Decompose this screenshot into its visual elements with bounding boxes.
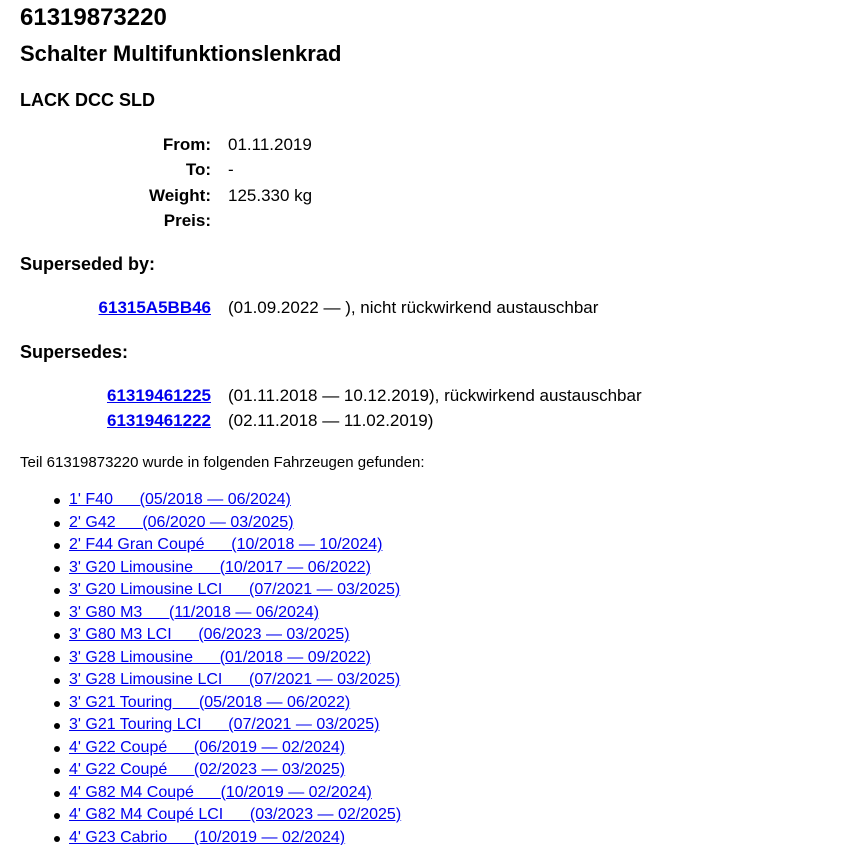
vehicle-link[interactable]: 2' G42 (06/2020 — 03/2025): [69, 513, 294, 531]
part-number: 61319873220: [20, 4, 167, 31]
list-item: [20, 603, 401, 626]
list-item: [20, 648, 401, 671]
info-value: 125.330 kg: [228, 185, 313, 205]
bullet-icon: [54, 521, 60, 527]
vehicle-link[interactable]: 3' G20 Limousine (10/2017 — 06/2022): [69, 558, 371, 576]
bullet-icon: [54, 678, 60, 684]
list-item: [20, 670, 401, 693]
vehicle-list: [20, 490, 401, 845]
vehicle-link[interactable]: 4' G23 Cabrio (10/2019 — 02/2024): [69, 828, 346, 845]
list-item: [20, 580, 401, 603]
vehicle-link[interactable]: 3' G80 M3 (11/2018 — 06/2024): [69, 603, 320, 621]
vehicle-link[interactable]: 3' G21 Touring (05/2018 — 06/2022): [69, 693, 351, 711]
bullet-icon: [54, 791, 60, 797]
list-item: [20, 513, 401, 536]
info-label: Preis:: [163, 211, 211, 231]
part-title: Schalter Multifunktionslenkrad: [20, 41, 342, 66]
vehicle-link[interactable]: 3' G20 Limousine LCI (07/2021 — 03/2025): [69, 581, 401, 598]
vehicle-link[interactable]: 3' G28 Limousine (01/2018 — 09/2022): [69, 648, 371, 666]
list-item: [20, 625, 401, 648]
info-row-to: [0, 158, 700, 184]
info-label: To:: [185, 160, 211, 180]
superseded-by-heading: Superseded by:: [20, 254, 156, 274]
bullet-icon: [54, 813, 60, 819]
vehicle-link[interactable]: 4' G22 Coupé (02/2023 — 03/2025): [69, 761, 346, 778]
info-row-price: [0, 209, 700, 235]
list-item: [20, 828, 401, 845]
vehicle-link[interactable]: 4' G82 M4 Coupé LCI (03/2023 — 02/2025): [69, 806, 402, 823]
list-item: [20, 490, 401, 513]
supersedes-description: (02.11.2018 — 11.02.2019): [228, 411, 434, 430]
list-item: [20, 760, 401, 783]
vehicle-link[interactable]: 3' G28 Limousine LCI (07/2021 — 03/2025): [69, 671, 401, 688]
list-item: [20, 693, 401, 716]
vehicle-link[interactable]: 4' G82 M4 Coupé (10/2019 — 02/2024): [69, 783, 372, 801]
list-item: [20, 805, 401, 828]
info-label: Weight:: [148, 185, 211, 205]
supersedes-part-link[interactable]: 61319461225: [106, 386, 211, 405]
superseded-by-row: [0, 296, 760, 320]
bullet-icon: [54, 611, 60, 617]
list-item: [20, 558, 401, 581]
vehicle-link[interactable]: 4' G22 Coupé (06/2019 — 02/2024): [69, 738, 346, 756]
supersedes-description: (01.11.2018 — 10.12.2019), rückwirkend austauschbar: [228, 386, 642, 405]
list-item: [20, 783, 401, 806]
bullet-icon: [54, 836, 60, 842]
bullet-icon: [54, 588, 60, 594]
info-row-from: [0, 132, 700, 158]
info-row-weight: [0, 183, 700, 209]
list-item: [20, 715, 401, 738]
vehicle-link[interactable]: 2' F44 Gran Coupé (10/2018 — 10/2024): [69, 536, 383, 553]
info-value: -: [228, 160, 234, 180]
vehicle-link[interactable]: 1' F40 (05/2018 — 06/2024): [69, 491, 291, 508]
supersedes-row: [0, 409, 760, 433]
bullet-icon: [54, 656, 60, 662]
vehicle-link[interactable]: 3' G21 Touring LCI (07/2021 — 03/2025): [69, 716, 380, 733]
bullet-icon: [54, 723, 60, 729]
bullet-icon: [54, 543, 60, 549]
vehicles-found-text: Teil 61319873220 wurde in folgenden Fahrzeugen gefunden:: [20, 454, 425, 471]
bullet-icon: [54, 498, 60, 504]
bullet-icon: [54, 746, 60, 752]
bullet-icon: [54, 633, 60, 639]
info-table: [0, 132, 700, 234]
bullet-icon: [54, 768, 60, 774]
vehicle-link[interactable]: 3' G80 M3 LCI (06/2023 — 03/2025): [69, 626, 350, 643]
superseded-by-part-link[interactable]: 61315A5BB46: [98, 298, 211, 317]
info-label: From:: [162, 134, 211, 154]
list-item: [20, 738, 401, 761]
supersedes-part-link[interactable]: 61319461222: [106, 411, 211, 430]
supersedes-row: [0, 384, 760, 408]
info-value: 01.11.2019: [228, 134, 312, 154]
bullet-icon: [54, 566, 60, 572]
superseded-by-description: (01.09.2022 — ), nicht rückwirkend austauschbar: [228, 298, 599, 317]
part-subtitle: LACK DCC SLD: [20, 90, 155, 110]
supersedes-heading: Supersedes:: [20, 342, 129, 362]
list-item: [20, 535, 401, 558]
bullet-icon: [54, 701, 60, 707]
